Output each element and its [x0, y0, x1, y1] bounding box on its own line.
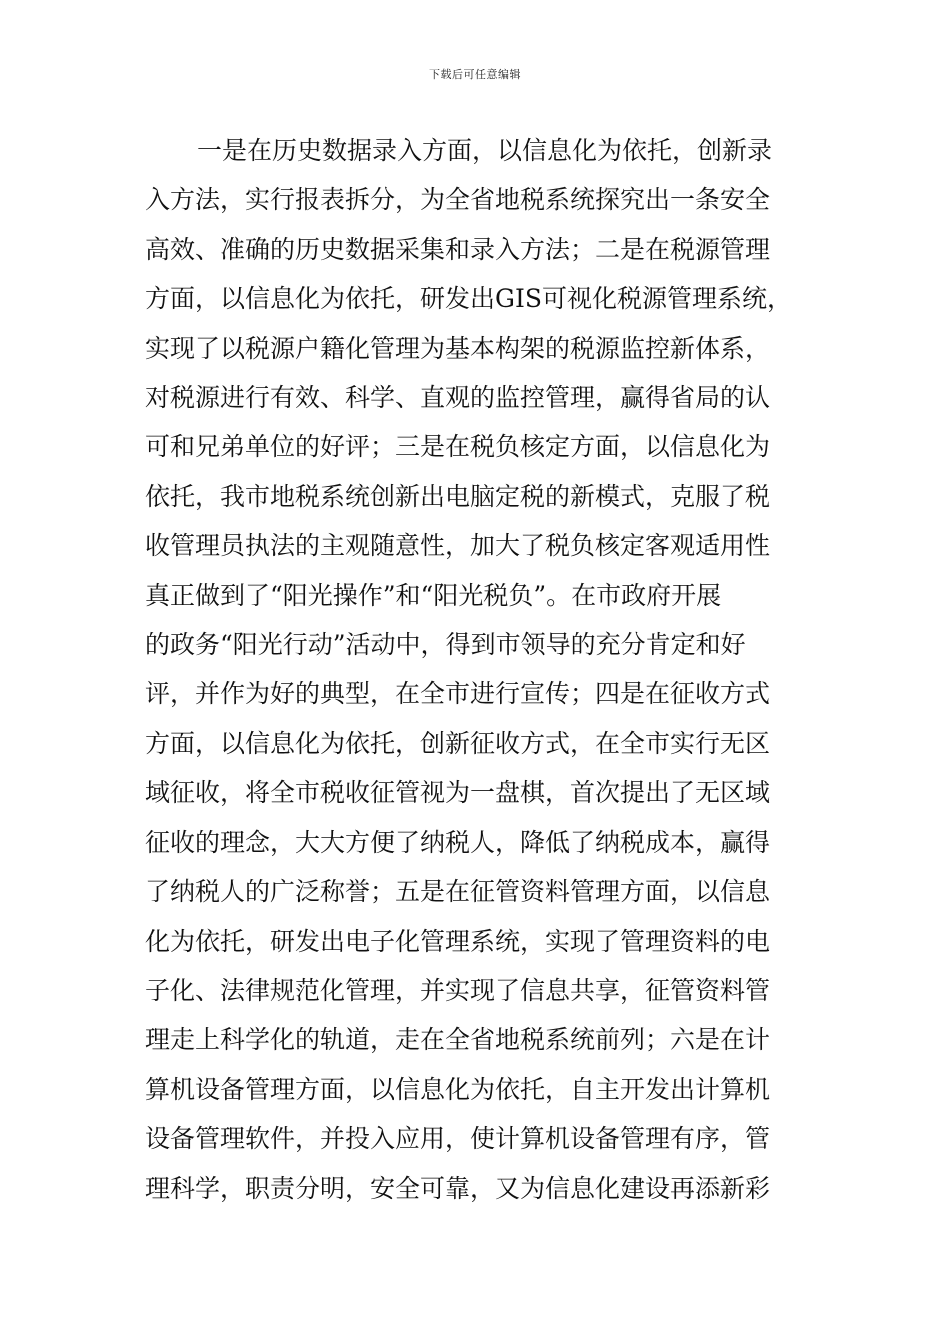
paragraph-line: 理走上科学化的轨道，走在全省地税系统前列；六是在计: [145, 1025, 771, 1055]
paragraph-line: 评，并作为好的典型，在全市进行宣传；四是在征收方式: [145, 679, 771, 709]
paragraph-line: 域征收，将全市税收征管视为一盘棋，首次提出了无区域: [145, 778, 771, 808]
paragraph-line: 对税源进行有效、科学、直观的监控管理，赢得省局的认: [145, 383, 771, 413]
paragraph-line: 设备管理软件，并投入应用，使计算机设备管理有序，管: [145, 1124, 771, 1154]
paragraph-line: 收管理员执法的主观随意性，加大了税负核定客观适用性: [145, 531, 771, 561]
paragraph-line: 的政务“阳光行动”活动中，得到市领导的充分肯定和好: [145, 630, 746, 660]
paragraph-line: 依托，我市地税系统创新出电脑定税的新模式，克服了税: [145, 481, 771, 511]
paragraph-line: 算机设备管理方面，以信息化为依托，自主开发出计算机: [145, 1074, 771, 1104]
paragraph-line: 子化、法律规范化管理，并实现了信息共享，征管资料管: [145, 975, 771, 1005]
paragraph-line: 一是在历史数据录入方面，以信息化为依托，创新录: [197, 136, 773, 165]
paragraph-line: 可和兄弟单位的好评；三是在税负核定方面，以信息化为: [145, 432, 771, 462]
paragraph-line: 真正做到了“阳光操作”和“阳光税负”。在市政府开展: [145, 580, 722, 610]
paragraph-line: 征收的理念，大大方便了纳税人，降低了纳税成本，赢得: [145, 827, 771, 857]
header-note: 下载后可任意编辑: [429, 68, 521, 81]
paragraph-line: 入方法，实行报表拆分，为全省地税系统探究出一条安全: [145, 185, 771, 215]
paragraph-line: 方面，以信息化为依托，研发出GIS可视化税源管理系统，: [145, 284, 792, 314]
paragraph-line: 高效、准确的历史数据采集和录入方法；二是在税源管理: [145, 234, 771, 264]
paragraph-line: 了纳税人的广泛称誉；五是在征管资料管理方面，以信息: [145, 877, 771, 907]
paragraph-line: 方面，以信息化为依托，创新征收方式，在全市实行无区: [145, 728, 771, 758]
paragraph-line: 化为依托，研发出电子化管理系统，实现了管理资料的电: [145, 926, 771, 956]
paragraph-line: 理科学，职责分明，安全可靠，又为信息化建设再添新彩: [145, 1173, 771, 1203]
paragraph-line: 实现了以税源户籍化管理为基本构架的税源监控新体系，: [145, 333, 771, 363]
body-paragraph: [145, 126, 805, 1213]
